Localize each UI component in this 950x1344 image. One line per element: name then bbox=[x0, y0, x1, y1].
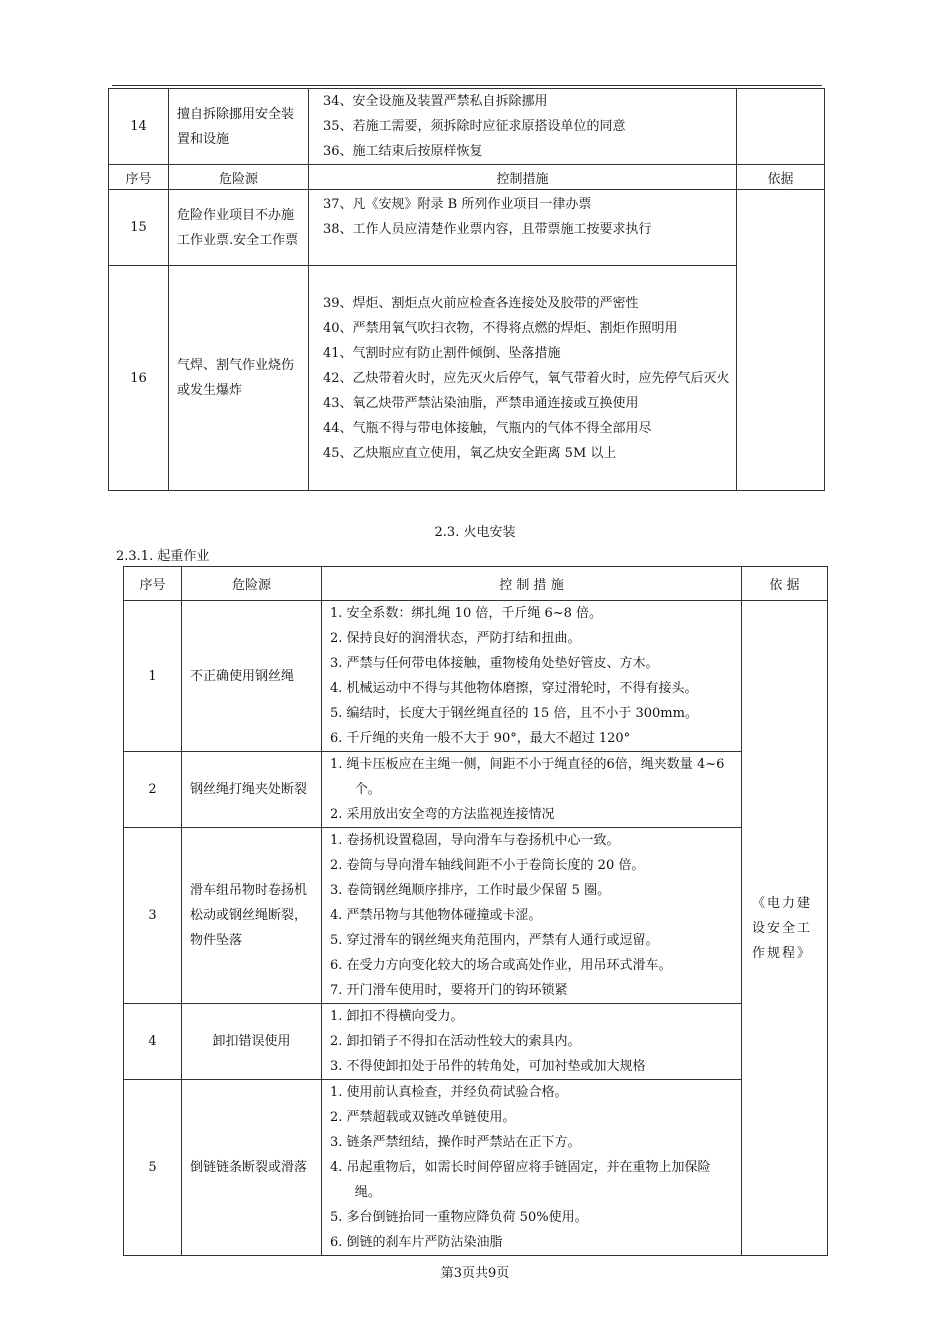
measures-cell bbox=[309, 89, 737, 165]
measure-item: 6. 在受力方向变化较大的场合或高处作业，用吊环式滑车。 bbox=[330, 958, 672, 973]
measure-item: 5. 穿过滑车的钢丝绳夹角范围内，严禁有人通行或逗留。 bbox=[330, 933, 659, 948]
table-row bbox=[109, 89, 825, 165]
measure-item: 2. 严禁超载或双链改单链使用。 bbox=[330, 1110, 516, 1125]
measure-item: 2. 卷筒与导向滑车轴线间距不小于卷筒长度的 20 倍。 bbox=[330, 858, 645, 873]
measure-item: 34、安全设施及装置严禁私自拆除挪用 bbox=[323, 94, 548, 109]
hazard-cell: 卸扣错误使用 bbox=[182, 1004, 322, 1080]
hazard-cell: 危险作业项目不办施工作业票.安全工作票 bbox=[169, 190, 309, 266]
header-no: 序号 bbox=[124, 567, 182, 601]
measure-item: 2. 保持良好的润滑状态，严防打结和扭曲。 bbox=[330, 631, 581, 646]
measure-item: 1. 绳卡压板应在主绳一侧，间距不小于绳直径的6倍，绳夹数量 4~6 个。 bbox=[330, 757, 725, 797]
measure-item: 5. 多台倒链抬同一重物应降负荷 50%使用。 bbox=[330, 1210, 588, 1225]
hazard-cell: 擅自拆除挪用安全装置和设施 bbox=[169, 89, 309, 165]
hazard-cell: 倒链链条断裂或滑落 bbox=[182, 1080, 322, 1256]
table-row bbox=[124, 828, 828, 1004]
measures-cell bbox=[322, 828, 742, 1004]
basis-cell: 《电力建设安全工作规程》 bbox=[742, 601, 828, 1256]
hazard-cell: 钢丝绳打绳夹处断裂 bbox=[182, 752, 322, 828]
measures-cell bbox=[322, 752, 742, 828]
row-number: 16 bbox=[109, 266, 169, 491]
measures-cell bbox=[309, 190, 737, 266]
header-hazard: 危险源 bbox=[169, 165, 309, 190]
measure-item: 2. 采用放出安全弯的方法监视连接情况 bbox=[330, 807, 555, 822]
measure-item: 5. 编结时，长度大于钢丝绳直径的 15 倍，且不小于 300mm。 bbox=[330, 706, 698, 721]
measure-item: 6. 千斤绳的夹角一般不大于 90°，最大不超过 120° bbox=[330, 731, 631, 746]
measure-item: 3. 不得使卸扣处于吊件的转角处，可加衬垫或加大规格 bbox=[330, 1059, 646, 1074]
measure-item: 43、氧乙炔带严禁沾染油脂，严禁串通连接或互换使用 bbox=[323, 395, 639, 411]
hazard-cell: 不正确使用钢丝绳 bbox=[182, 601, 322, 752]
row-number: 2 bbox=[124, 752, 182, 828]
lifting-hazard-table bbox=[123, 566, 828, 1256]
basis-cell bbox=[737, 190, 825, 491]
table-row bbox=[124, 1004, 828, 1080]
measure-item: 1. 使用前认真检查，并经负荷试验合格。 bbox=[330, 1085, 568, 1100]
hazard-cell: 气焊、割气作业烧伤或发生爆炸 bbox=[169, 266, 309, 491]
measure-item: 6. 倒链的刹车片严防沾染油脂 bbox=[330, 1235, 503, 1250]
measure-item: 36、施工结束后按原样恢复 bbox=[323, 144, 483, 159]
measure-item: 1. 卷扬机设置稳固，导向滑车与卷扬机中心一致。 bbox=[330, 833, 620, 848]
hazard-cell: 滑车组吊物时卷扬机松动或钢丝绳断裂，物件坠落 bbox=[182, 828, 322, 1004]
table-row bbox=[109, 190, 825, 266]
header-no: 序号 bbox=[109, 165, 169, 190]
header-basis: 依据 bbox=[737, 165, 825, 190]
table-row bbox=[124, 601, 828, 752]
row-number: 1 bbox=[124, 601, 182, 752]
measure-item: 4. 吊起重物后，如需长时间停留应将手链固定，并在重物上加保险绳。 bbox=[330, 1160, 711, 1200]
row-number: 5 bbox=[124, 1080, 182, 1256]
hazard-table-continued bbox=[108, 88, 825, 491]
measure-item: 41、气割时应有防止割件倾倒、坠落措施 bbox=[323, 345, 561, 361]
header-measures: 控制措施 bbox=[309, 165, 737, 190]
measure-item: 39、焊炬、割炬点火前应检查各连接处及胶带的严密性 bbox=[323, 295, 639, 311]
row-number: 4 bbox=[124, 1004, 182, 1080]
header-basis: 依 据 bbox=[742, 567, 828, 601]
measures-cell bbox=[309, 266, 737, 491]
table-row bbox=[124, 752, 828, 828]
measures-cell bbox=[322, 1004, 742, 1080]
measure-item: 1. 卸扣不得横向受力。 bbox=[330, 1009, 464, 1024]
row-number: 3 bbox=[124, 828, 182, 1004]
measure-item: 45、乙炔瓶应直立使用，氧乙炔安全距离 5M 以上 bbox=[323, 445, 617, 461]
measure-item: 1. 安全系数：绑扎绳 10 倍，千斤绳 6~8 倍。 bbox=[330, 606, 603, 621]
table-row bbox=[109, 266, 825, 491]
page-number: 第3页共9页 bbox=[440, 1266, 510, 1281]
table-header-row bbox=[109, 165, 825, 190]
measure-item: 44、气瓶不得与带电体接触，气瓶内的气体不得全部用尽 bbox=[323, 420, 652, 436]
table-row bbox=[124, 1080, 828, 1256]
measure-item: 7. 开门滑车使用时，要将开门的钩环锁紧 bbox=[330, 983, 568, 998]
measure-item: 38、工作人员应清楚作业票内容，且带票施工按要求执行 bbox=[323, 222, 652, 237]
header-hazard: 危险源 bbox=[182, 567, 322, 601]
header-measures: 控 制 措 施 bbox=[322, 567, 742, 601]
measure-item: 3. 卷筒钢丝绳顺序排序，工作时最少保留 5 圈。 bbox=[330, 883, 611, 898]
row-number: 15 bbox=[109, 190, 169, 266]
measure-item: 4. 严禁吊物与其他物体碰撞或卡涩。 bbox=[330, 908, 542, 923]
measure-item: 2. 卸扣销子不得扣在活动性较大的索具内。 bbox=[330, 1034, 581, 1049]
top-rule bbox=[112, 85, 822, 86]
table-header-row bbox=[124, 567, 828, 601]
basis-cell bbox=[737, 89, 825, 165]
row-number: 14 bbox=[109, 89, 169, 165]
subsection-title: 2.3.1. 起重作业 bbox=[116, 549, 210, 564]
measures-cell bbox=[322, 601, 742, 752]
measure-item: 35、若施工需要，须拆除时应征求原搭设单位的同意 bbox=[323, 119, 626, 134]
measures-cell bbox=[322, 1080, 742, 1256]
measure-item: 3. 链条严禁纽结，操作时严禁站在正下方。 bbox=[330, 1135, 581, 1150]
measure-item: 4. 机械运动中不得与其他物体磨擦，穿过滑轮时，不得有接头。 bbox=[330, 681, 698, 696]
measure-item: 37、凡《安规》附录 B 所列作业项目一律办票 bbox=[323, 197, 592, 212]
measure-item: 40、严禁用氧气吹扫衣物，不得将点燃的焊炬、割炬作照明用 bbox=[323, 320, 678, 336]
measure-item: 3. 严禁与任何带电体接触，重物棱角处垫好管皮、方木。 bbox=[330, 656, 659, 671]
measure-item: 42、乙炔带着火时，应先灭火后停气，氧气带着火时，应先停气后灭火 bbox=[323, 370, 730, 386]
section-title: 2.3. 火电安装 bbox=[434, 525, 516, 540]
